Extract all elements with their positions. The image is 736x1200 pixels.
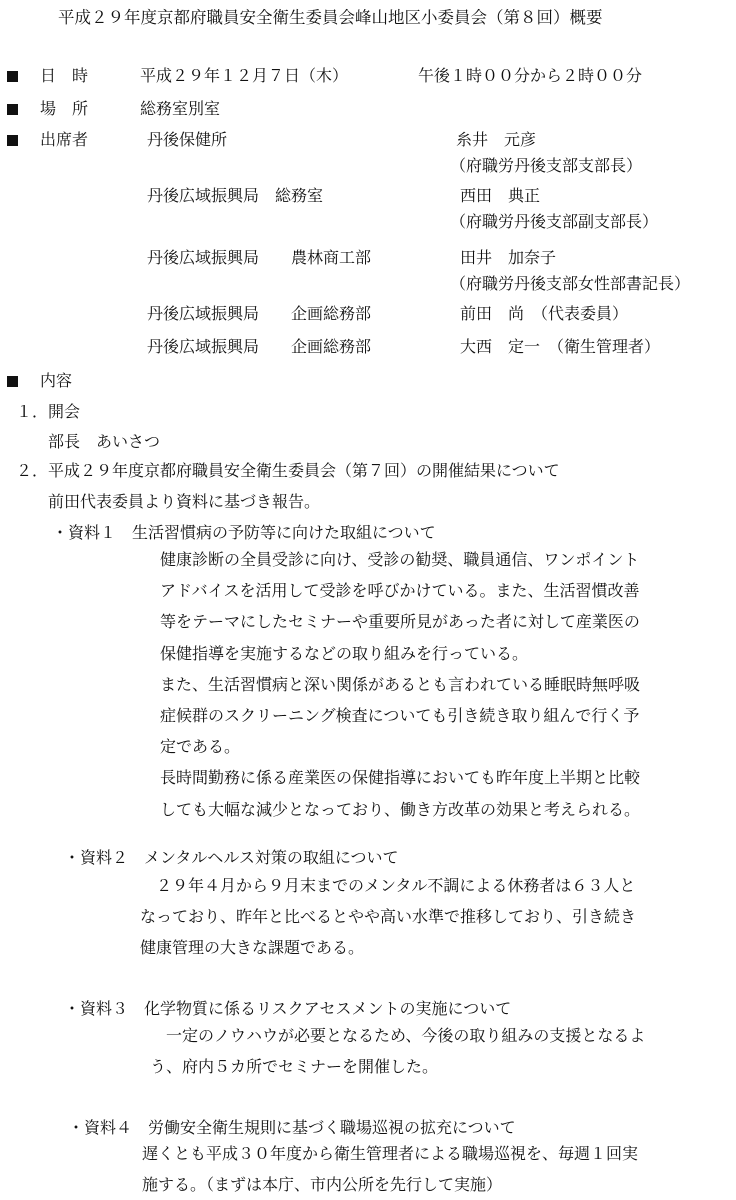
material4-body: [142, 1138, 638, 1200]
paragraph-line: 一定のノウハウが必要となるため、今後の取り組みの支援となるよ: [150, 1026, 646, 1045]
attendee-org: 丹後広域振興局 農林商工部: [147, 248, 372, 267]
material4-label: ・資料４ 労働安全衛生規則に基づく職場巡視の拡充について: [68, 1118, 516, 1137]
item1-label: １．開会: [16, 402, 81, 421]
date-label: 日 時: [40, 66, 89, 85]
paragraph-line: 施する。（まずは本庁、市内公所を先行して実施）: [142, 1175, 503, 1195]
attendee-name: 田井 加奈子: [460, 248, 557, 267]
paragraph-line: 定である。: [160, 737, 241, 757]
attendee-name: 大西 定一 （衛生管理者）: [460, 337, 661, 356]
attendee-org: 丹後広域振興局 総務室: [147, 186, 324, 205]
attendee-role: （府職労丹後支部支部長）: [450, 156, 643, 175]
item1-detail: 部長 あいさつ: [48, 432, 161, 451]
material2-label: ・資料２ メンタルヘルス対策の取組について: [64, 848, 399, 867]
paragraph-line: 遅くとも平成３０年度から衛生管理者による職場巡視を、毎週１回実: [142, 1144, 639, 1163]
place-label: 場 所: [40, 99, 89, 118]
paragraph-line: また、生活習慣病と深い関係があるとも言われている睡眠時無呼吸: [160, 674, 641, 694]
attendee-name: 前田 尚 （代表委員）: [460, 304, 629, 323]
time-value: 午後１時００分から２時００分: [418, 66, 643, 85]
bullet-square: [7, 135, 18, 146]
content-heading: 内容: [40, 371, 73, 390]
bullet-square: [7, 376, 18, 387]
attendee-org: 丹後広域振興局 企画総務部: [147, 304, 372, 323]
paragraph-line: しても大幅な減少となっており、働き方改革の効果と考えられる。: [160, 799, 641, 819]
attendee-name: 西田 典正: [460, 186, 541, 205]
material1-label: ・資料１ 生活習慣病の予防等に向けた取組について: [52, 523, 436, 542]
place-value: 総務室別室: [140, 99, 221, 118]
item2-detail: 前田代表委員より資料に基づき報告。: [48, 492, 321, 511]
attendee-org: 丹後保健所: [147, 130, 228, 149]
paragraph-line: なっており、昨年と比べるとやや高い水準で推移しており、引き続き: [140, 907, 637, 927]
item2-label: ２．平成２９年度京都府職員安全衛生委員会（第７回）の開催結果について: [16, 461, 560, 480]
paragraph-line: 健康診断の全員受診に向け、受診の勧奨、職員通信、ワンポイント: [160, 550, 640, 569]
paragraph-line: 症候群のスクリーニング検査についても引き続き取り組んで行く予: [160, 706, 640, 726]
date-value: 平成２９年１２月７日（木）: [140, 66, 349, 85]
paragraph-line: アドバイスを活用して受診を呼びかけている。また、生活習慣改善: [160, 581, 640, 601]
document-title: 平成２９年度京都府職員安全衛生委員会峰山地区小委員会（第８回）概要: [58, 8, 603, 27]
paragraph-line: ２９年４月から９月末までのメンタル不調による休務者は６３人と: [140, 876, 636, 895]
paragraph-line: う、府内５カ所でセミナーを開催した。: [150, 1057, 439, 1077]
paragraph-line: 保健指導を実施するなどの取り組みを行っている。: [160, 643, 529, 663]
attendee-role: （府職労丹後支部女性部書記長）: [450, 274, 691, 293]
attendees-label: 出席者: [40, 130, 89, 149]
paragraph-line: 長時間勤務に係る産業医の保健指導においても昨年度上半期と比較: [160, 768, 641, 788]
attendee-org: 丹後広域振興局 企画総務部: [147, 337, 372, 356]
material1-body: [160, 544, 640, 825]
attendee-name: 糸井 元彦: [456, 130, 537, 149]
material2-body: [140, 870, 636, 964]
bullet-square: [7, 104, 18, 115]
bullet-square: [7, 71, 18, 82]
paragraph-line: 健康管理の大きな課題である。: [140, 938, 365, 958]
material3-body: [150, 1020, 645, 1082]
paragraph-line: 等をテーマにしたセミナーや重要所見があった者に対して産業医の: [160, 612, 640, 632]
material3-label: ・資料３ 化学物質に係るリスクアセスメントの実施について: [64, 999, 512, 1018]
attendee-role: （府職労丹後支部副支部長）: [450, 212, 659, 231]
